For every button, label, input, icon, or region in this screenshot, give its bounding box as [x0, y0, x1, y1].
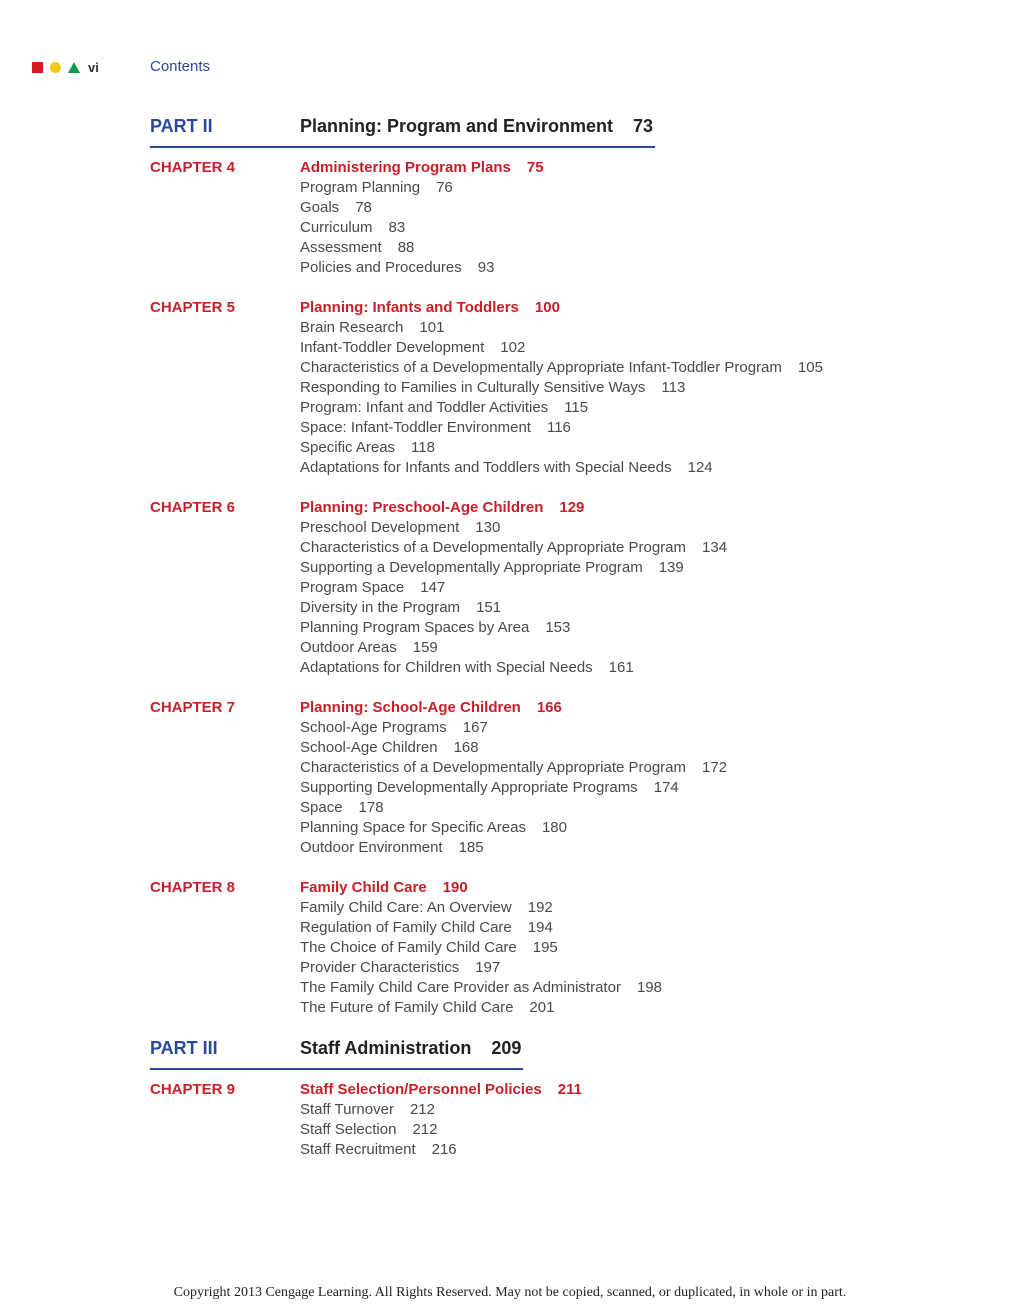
toc-entry-title: Outdoor Environment — [300, 839, 443, 856]
toc-entry-title: Policies and Procedures — [300, 259, 462, 276]
chapter-body — [300, 498, 970, 678]
chapter-page-number: 190 — [442, 879, 468, 896]
toc-entry-title: Characteristics of a Developmentally Appropriate Program — [300, 539, 687, 556]
toc-entry[interactable] — [300, 918, 970, 938]
chapter-page-number: 211 — [557, 1081, 582, 1098]
toc-entry-title: Staff Selection — [300, 1121, 397, 1138]
toc-entry-title: Space: Infant-Toddler Environment — [300, 419, 531, 436]
toc-entry[interactable] — [300, 718, 970, 738]
copyright-notice: Copyright 2013 Cengage Learning. All Rights Reserved. May not be copied, scanned, or duplicated, in whole or in part. — [173, 1285, 847, 1300]
toc-entry-title: Characteristics of a Developmentally Appropriate Infant-Toddler Program — [300, 359, 782, 376]
toc-entry-page: 194 — [527, 919, 553, 936]
toc-entry-title: Goals — [300, 199, 340, 216]
table-of-contents — [150, 116, 970, 1180]
toc-entry-title: Program: Infant and Toddler Activities — [300, 399, 549, 416]
toc-entry-title: Brain Research — [300, 319, 404, 336]
toc-entry-title: Regulation of Family Child Care — [300, 919, 512, 936]
toc-entry[interactable] — [300, 438, 970, 458]
toc-entry-page: 113 — [661, 379, 686, 396]
toc-entry-title: Responding to Families in Culturally Sensitive Ways — [300, 379, 646, 396]
toc-entry[interactable] — [300, 778, 970, 798]
part-title[interactable] — [300, 1038, 521, 1059]
toc-entry-title: School-Age Children — [300, 739, 438, 756]
green-triangle-icon — [68, 62, 80, 73]
toc-entry[interactable] — [300, 938, 970, 958]
red-square-icon — [32, 62, 43, 73]
toc-entry[interactable] — [300, 598, 970, 618]
toc-entry-title: Program Space — [300, 579, 405, 596]
toc-entry-page: 216 — [431, 1141, 457, 1158]
toc-entry-page: 168 — [453, 739, 479, 756]
toc-entry-title: The Future of Family Child Care — [300, 999, 514, 1016]
chapter-body — [300, 298, 970, 478]
toc-entry-page: 159 — [412, 639, 438, 656]
toc-entry-title: Provider Characteristics — [300, 959, 460, 976]
chapter-label: CHAPTER 5 — [150, 299, 236, 316]
toc-entry-title: Staff Turnover — [300, 1101, 394, 1118]
part-label: PART II — [150, 116, 213, 136]
toc-entry[interactable] — [300, 978, 970, 998]
toc-entry[interactable] — [300, 1140, 970, 1160]
chapter-label: CHAPTER 6 — [150, 499, 236, 516]
toc-entry-page: 101 — [419, 319, 445, 336]
toc-entry[interactable] — [300, 338, 970, 358]
chapter-block — [150, 158, 970, 278]
toc-entry[interactable] — [300, 658, 970, 678]
toc-entry-page: 167 — [462, 719, 488, 736]
toc-entry-title: Outdoor Areas — [300, 639, 397, 656]
toc-entry-title: Curriculum — [300, 219, 373, 236]
toc-entry[interactable] — [300, 358, 970, 378]
part-title-text: Staff Administration — [300, 1038, 472, 1058]
toc-entry-page: 130 — [475, 519, 501, 536]
chapter-block — [150, 878, 970, 1018]
toc-entry-page: 197 — [475, 959, 501, 976]
toc-entry-page: 147 — [420, 579, 446, 596]
part-page-number: 73 — [633, 116, 654, 136]
toc-entry-page: 118 — [411, 439, 435, 456]
chapter-block — [150, 1080, 970, 1160]
toc-entry-title: Staff Recruitment — [300, 1141, 416, 1158]
toc-entry-page: 78 — [355, 199, 372, 216]
toc-entry-page: 88 — [397, 239, 415, 256]
toc-entry-page: 178 — [358, 799, 384, 816]
toc-entry-page: 102 — [500, 339, 526, 356]
chapter-label: CHAPTER 9 — [150, 1081, 236, 1098]
chapter-label: CHAPTER 8 — [150, 879, 236, 896]
toc-entry-title: Space — [300, 799, 343, 816]
chapter-title[interactable] — [300, 1080, 970, 1100]
chapter-body — [300, 878, 970, 1018]
toc-entry[interactable] — [300, 318, 970, 338]
toc-entry[interactable] — [300, 898, 970, 918]
part-label: PART III — [150, 1038, 218, 1058]
chapter-page-number: 166 — [536, 699, 562, 716]
toc-entry[interactable] — [300, 618, 970, 638]
toc-entry-title: Supporting a Developmentally Appropriate Program — [300, 559, 643, 576]
toc-entry-title: Specific Areas — [300, 439, 396, 456]
toc-entry[interactable] — [300, 518, 970, 538]
toc-entry[interactable] — [300, 218, 970, 238]
toc-entry-page: 161 — [608, 659, 634, 676]
chapter-block — [150, 498, 970, 678]
toc-entry-title: Diversity in the Program — [300, 599, 461, 616]
toc-entry-page: 212 — [412, 1121, 438, 1138]
part-page-number: 209 — [491, 1038, 522, 1058]
toc-entry[interactable] — [300, 378, 970, 398]
toc-entry-title: Program Planning — [300, 179, 421, 196]
chapter-body — [300, 1080, 970, 1160]
chapter-title-text: Planning: Infants and Toddlers — [300, 299, 519, 316]
chapter-title[interactable] — [300, 498, 970, 518]
toc-entry[interactable] — [300, 818, 970, 838]
toc-entry-title: Supporting Developmentally Appropriate Programs — [300, 779, 638, 796]
toc-entry-page: 198 — [636, 979, 662, 996]
toc-entry-page: 212 — [409, 1101, 435, 1118]
toc-entry[interactable] — [300, 538, 970, 558]
toc-entry-page: 105 — [797, 359, 823, 376]
toc-entry-page: 172 — [702, 759, 728, 776]
chapter-label: CHAPTER 7 — [150, 699, 236, 716]
toc-entry-page: 201 — [529, 999, 555, 1016]
toc-entry[interactable] — [300, 238, 970, 258]
page-number: vi — [88, 59, 99, 75]
toc-entry-page: 83 — [388, 219, 406, 236]
toc-entry[interactable] — [300, 178, 970, 198]
chapter-title-text: Planning: Preschool-Age Children — [300, 499, 544, 516]
toc-entry-page: 180 — [541, 819, 567, 836]
chapter-label: CHAPTER 4 — [150, 159, 236, 176]
toc-entry-title: Assessment — [300, 239, 382, 256]
toc-entry-title: Adaptations for Infants and Toddlers with Special Needs — [300, 459, 672, 476]
part-title-text: Planning: Program and Environment — [300, 116, 614, 136]
part-heading — [150, 116, 970, 148]
chapter-block — [150, 298, 970, 478]
toc-entry-title: Planning Program Spaces by Area — [300, 619, 530, 636]
toc-entry[interactable] — [300, 638, 970, 658]
chapter-page-number: 100 — [534, 299, 560, 316]
part-heading — [150, 1038, 970, 1070]
toc-entry[interactable] — [300, 458, 970, 478]
chapter-title-text: Administering Program Plans — [300, 159, 511, 176]
chapter-title[interactable] — [300, 298, 970, 318]
part-underline — [150, 146, 655, 148]
chapter-title-text: Family Child Care — [300, 879, 427, 896]
toc-entry-page: 192 — [527, 899, 553, 916]
part-underline — [150, 1068, 523, 1070]
toc-entry[interactable] — [300, 798, 970, 818]
running-title: Contents — [150, 58, 211, 75]
toc-entry-title: Infant-Toddler Development — [300, 339, 485, 356]
yellow-circle-icon — [50, 62, 61, 73]
chapter-title-text: Planning: School-Age Children — [300, 699, 521, 716]
toc-entry-page: 151 — [476, 599, 502, 616]
toc-entry-page: 76 — [436, 179, 453, 196]
toc-entry-page: 116 — [546, 419, 571, 436]
toc-entry[interactable] — [300, 758, 970, 778]
toc-entry-title: Adaptations for Children with Special Needs — [300, 659, 593, 676]
toc-entry-page: 153 — [545, 619, 571, 636]
toc-entry-page: 134 — [702, 539, 728, 556]
toc-entry-page: 195 — [532, 939, 558, 956]
toc-entry-page: 124 — [687, 459, 713, 476]
toc-entry[interactable] — [300, 738, 970, 758]
toc-entry-title: The Family Child Care Provider as Administrator — [300, 979, 621, 996]
toc-entry[interactable] — [300, 398, 970, 418]
toc-entry-title: Preschool Development — [300, 519, 460, 536]
toc-entry-page: 93 — [477, 259, 495, 276]
toc-entry-title: Family Child Care: An Overview — [300, 899, 512, 916]
toc-entry[interactable] — [300, 578, 970, 598]
chapter-page-number: 129 — [559, 499, 585, 516]
toc-entry[interactable] — [300, 558, 970, 578]
chapter-title[interactable] — [300, 158, 970, 178]
toc-entry[interactable] — [300, 958, 970, 978]
toc-entry-title: The Choice of Family Child Care — [300, 939, 517, 956]
chapter-body — [300, 698, 970, 858]
chapter-title-text: Staff Selection/Personnel Policies — [300, 1081, 542, 1098]
toc-entry[interactable] — [300, 418, 970, 438]
toc-entry[interactable] — [300, 1100, 970, 1120]
chapter-block — [150, 698, 970, 858]
toc-entry[interactable] — [300, 198, 970, 218]
part-title[interactable] — [300, 116, 653, 137]
toc-entry-page: 139 — [658, 559, 684, 576]
toc-entry[interactable] — [300, 838, 970, 858]
toc-entry-title: Characteristics of a Developmentally Appropriate Program — [300, 759, 687, 776]
chapter-body — [300, 158, 970, 278]
toc-entry-page: 185 — [458, 839, 484, 856]
toc-entry[interactable] — [300, 998, 970, 1018]
toc-entry[interactable] — [300, 1120, 970, 1140]
toc-entry-title: School-Age Programs — [300, 719, 447, 736]
chapter-title[interactable] — [300, 878, 970, 898]
chapter-title[interactable] — [300, 698, 970, 718]
toc-entry[interactable] — [300, 258, 970, 278]
toc-entry-title: Planning Space for Specific Areas — [300, 819, 526, 836]
header-marker — [32, 58, 99, 76]
toc-entry-page: 174 — [653, 779, 679, 796]
toc-entry-page: 115 — [564, 399, 589, 416]
chapter-page-number: 75 — [526, 159, 544, 176]
